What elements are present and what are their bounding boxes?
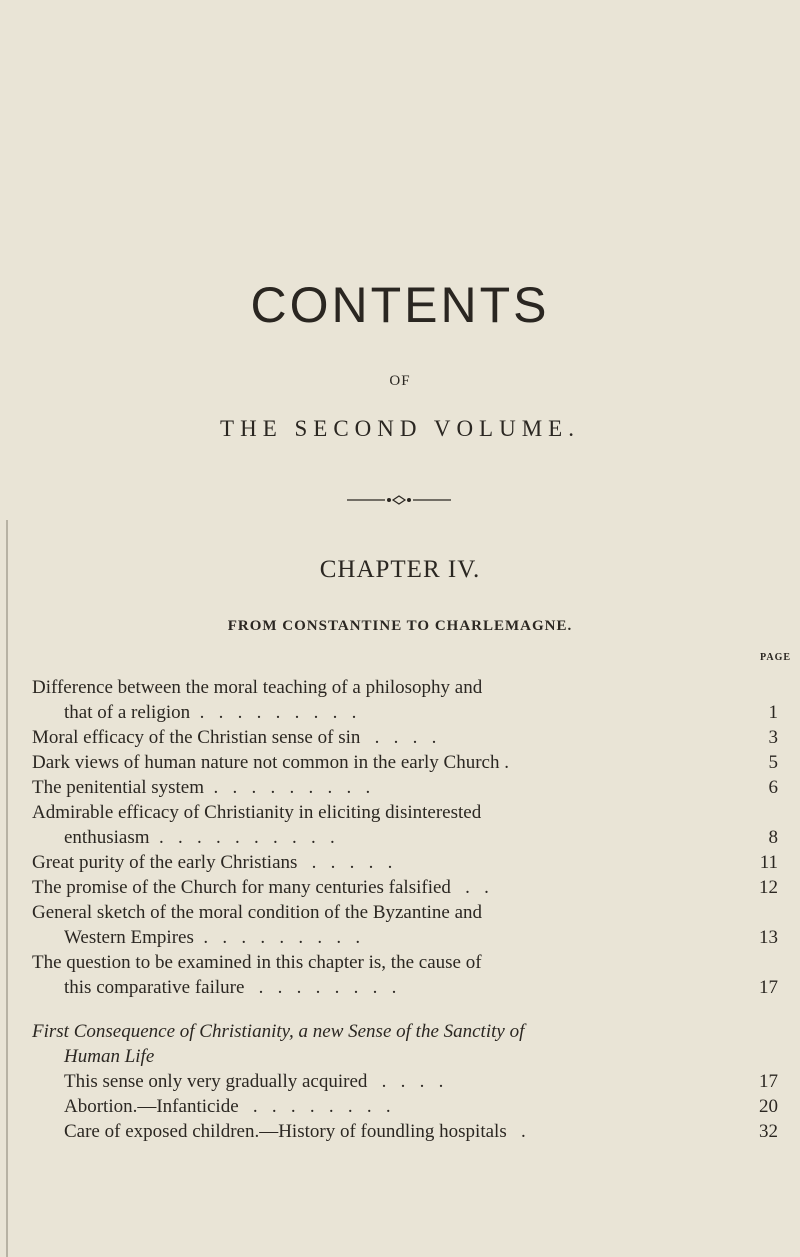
toc-page-number: 11 — [759, 852, 778, 873]
toc-entry-line: The penitential system . . . . . . . . . — [32, 777, 371, 798]
toc-entry-line: Care of exposed children.—History of foundling hospitals . — [64, 1121, 526, 1142]
toc-page-number: 20 — [759, 1096, 778, 1117]
toc-entry-line: This sense only very gradually acquired . . . . — [64, 1071, 444, 1092]
of-label: OF — [389, 373, 411, 389]
section-heading: First Consequence of Christianity, a new Sense of the Sanctity of — [32, 1021, 525, 1042]
toc-entry-line: The promise of the Church for many centuries falsified . . — [32, 877, 489, 898]
chapter-heading: CHAPTER IV. — [319, 556, 481, 583]
page-title: CONTENTS — [250, 277, 550, 333]
toc-entry-line: Dark views of human nature not common in the early Church . — [32, 752, 509, 773]
toc-entry-line: enthusiasm . . . . . . . . . . — [64, 827, 335, 848]
toc-page-number: 8 — [768, 827, 778, 848]
toc-page-number: 12 — [759, 877, 778, 898]
chapter-subtitle: FROM CONSTANTINE TO CHARLEMAGNE. — [227, 618, 573, 634]
toc-page-number: 17 — [759, 977, 778, 998]
toc-entry-line: Western Empires . . . . . . . . . — [64, 927, 361, 948]
toc-entry-line: The question to be examined in this chapter is, the cause of — [32, 952, 482, 973]
toc-page-number: 5 — [768, 752, 778, 773]
toc-entry-line: this comparative failure . . . . . . . . — [64, 977, 397, 998]
toc-page-number: 3 — [768, 727, 778, 748]
toc-page-number: 13 — [759, 927, 778, 948]
toc-entry-line: Admirable efficacy of Christianity in eliciting disinterested — [32, 802, 482, 823]
page-column-label: PAGE — [760, 652, 792, 663]
toc-entry-line: General sketch of the moral condition of the Byzantine and — [32, 902, 483, 923]
volume-title: THE SECOND VOLUME. — [220, 416, 580, 441]
toc-entry-line: Difference between the moral teaching of a philosophy and — [32, 677, 483, 698]
toc-page-number: 1 — [768, 702, 778, 723]
toc-entry-line: Great purity of the early Christians . . . . . — [32, 852, 393, 873]
toc-page-number: 6 — [768, 777, 778, 798]
toc-page-number: 32 — [759, 1121, 778, 1142]
toc-page-number: 17 — [759, 1071, 778, 1092]
toc-entry-line: Moral efficacy of the Christian sense of sin . . . . — [32, 727, 437, 748]
section-heading: Human Life — [64, 1046, 155, 1067]
toc-entry-line: Abortion.—Infanticide . . . . . . . . — [64, 1096, 391, 1117]
toc-entry-line: that of a religion . . . . . . . . . — [64, 702, 357, 723]
